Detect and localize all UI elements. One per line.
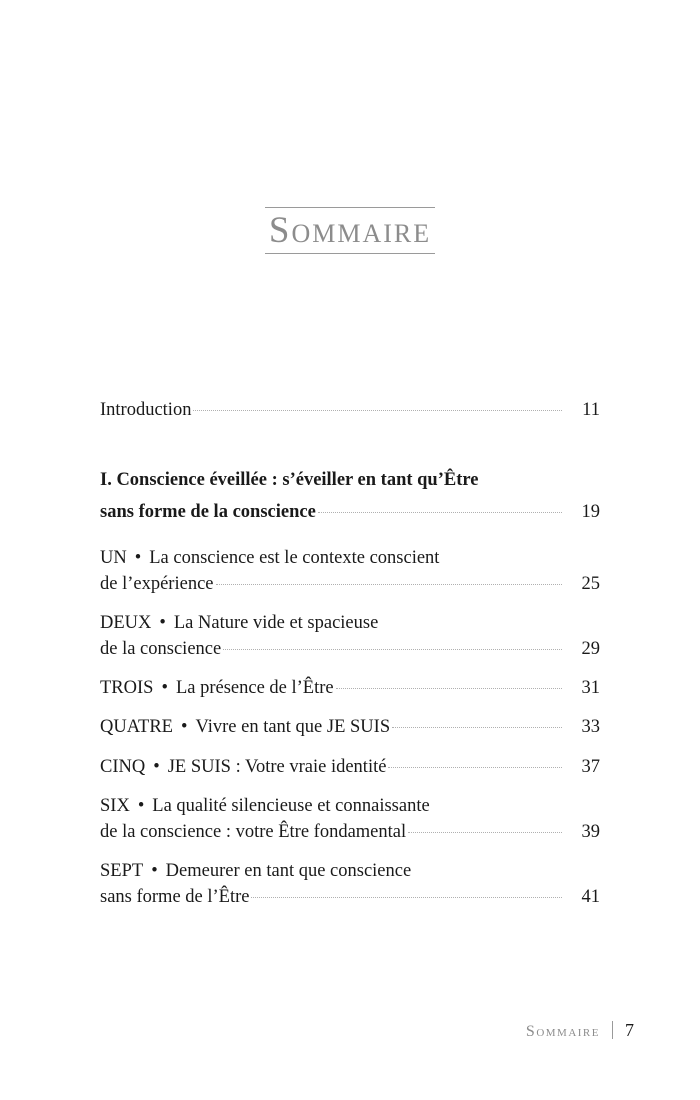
toc-page-number: 19	[581, 502, 600, 522]
toc-entry-title-line1: I. Conscience éveillée : s’éveiller en tant qu’Être	[100, 470, 479, 490]
toc-entry-title: La présence de l’Être	[175, 678, 334, 698]
footer-page-number: 7	[625, 1020, 634, 1040]
bullet-separator: •	[159, 613, 166, 633]
toc-entry-title: Introduction	[100, 400, 192, 420]
toc-entry-title: JE SUIS : Votre vraie identité	[167, 757, 387, 777]
toc-entry-introduction[interactable]	[100, 397, 600, 423]
leader-dots	[392, 727, 562, 728]
toc-entry-title-line1: La qualité silencieuse et connaissante	[152, 796, 430, 816]
toc-page-number: 25	[581, 574, 600, 594]
toc-entry-title-line2: sans forme de l’Être	[100, 887, 250, 907]
page-title: Sommaire	[268, 210, 432, 251]
toc-page-number: 41	[581, 887, 600, 907]
bullet-separator: •	[134, 548, 142, 568]
chapter-number: SEPT	[100, 861, 144, 881]
toc-page-number: 31	[581, 678, 600, 698]
toc-entry-trois[interactable]	[100, 675, 600, 701]
toc-entry-deux[interactable]	[100, 610, 600, 662]
toc-entry-un[interactable]	[100, 545, 600, 597]
toc-entry-title-line2: de l’expérience	[100, 574, 214, 594]
leader-dots	[216, 584, 563, 585]
leader-dots	[193, 410, 562, 411]
toc-page-number: 39	[581, 822, 600, 842]
leader-dots	[408, 832, 562, 833]
toc-entry-title-line1: Demeurer en tant que conscience	[165, 861, 412, 881]
bullet-separator: •	[161, 678, 168, 698]
chapter-number: SIX	[100, 796, 130, 816]
chapter-number: QUATRE	[100, 717, 173, 737]
leader-dots	[318, 512, 562, 513]
bullet-separator: •	[180, 717, 188, 737]
toc-entry-title-line2: sans forme de la conscience	[100, 502, 316, 522]
title-rule	[265, 207, 435, 254]
toc-page-number: 29	[581, 639, 600, 659]
toc-entry-six[interactable]	[100, 793, 600, 845]
title-block	[0, 207, 700, 254]
toc-entry-title: Vivre en tant que JE SUIS	[195, 717, 391, 737]
toc-entry-cinq[interactable]	[100, 754, 600, 780]
footer-section-label: Sommaire	[525, 1023, 600, 1040]
toc-page-number: 33	[581, 717, 600, 737]
toc-entry-title-line2: de la conscience : votre Être fondamental	[100, 822, 407, 842]
chapter-number: DEUX	[100, 613, 152, 633]
chapter-number: CINQ	[100, 757, 146, 777]
footer-divider	[612, 1021, 613, 1039]
bullet-separator: •	[137, 796, 145, 816]
toc-entry-sept[interactable]	[100, 858, 600, 910]
toc-entry-title-line2: de la conscience	[100, 639, 222, 659]
leader-dots	[388, 767, 562, 768]
toc-page-number: 37	[581, 757, 600, 777]
leader-dots	[336, 688, 562, 689]
chapter-number: UN	[100, 548, 127, 568]
bullet-separator: •	[151, 861, 158, 881]
leader-dots	[251, 897, 562, 898]
leader-dots	[223, 649, 562, 650]
toc-entry-quatre[interactable]	[100, 714, 600, 740]
bullet-separator: •	[153, 757, 160, 777]
chapter-number: TROIS	[100, 678, 154, 698]
running-footer	[526, 1018, 634, 1041]
toc-entry-title-line1: La conscience est le contexte conscient	[149, 548, 440, 568]
toc-entry-part1[interactable]	[100, 467, 600, 525]
toc-entry-title-line1: La Nature vide et spacieuse	[173, 613, 379, 633]
toc-page-number: 11	[582, 400, 600, 420]
